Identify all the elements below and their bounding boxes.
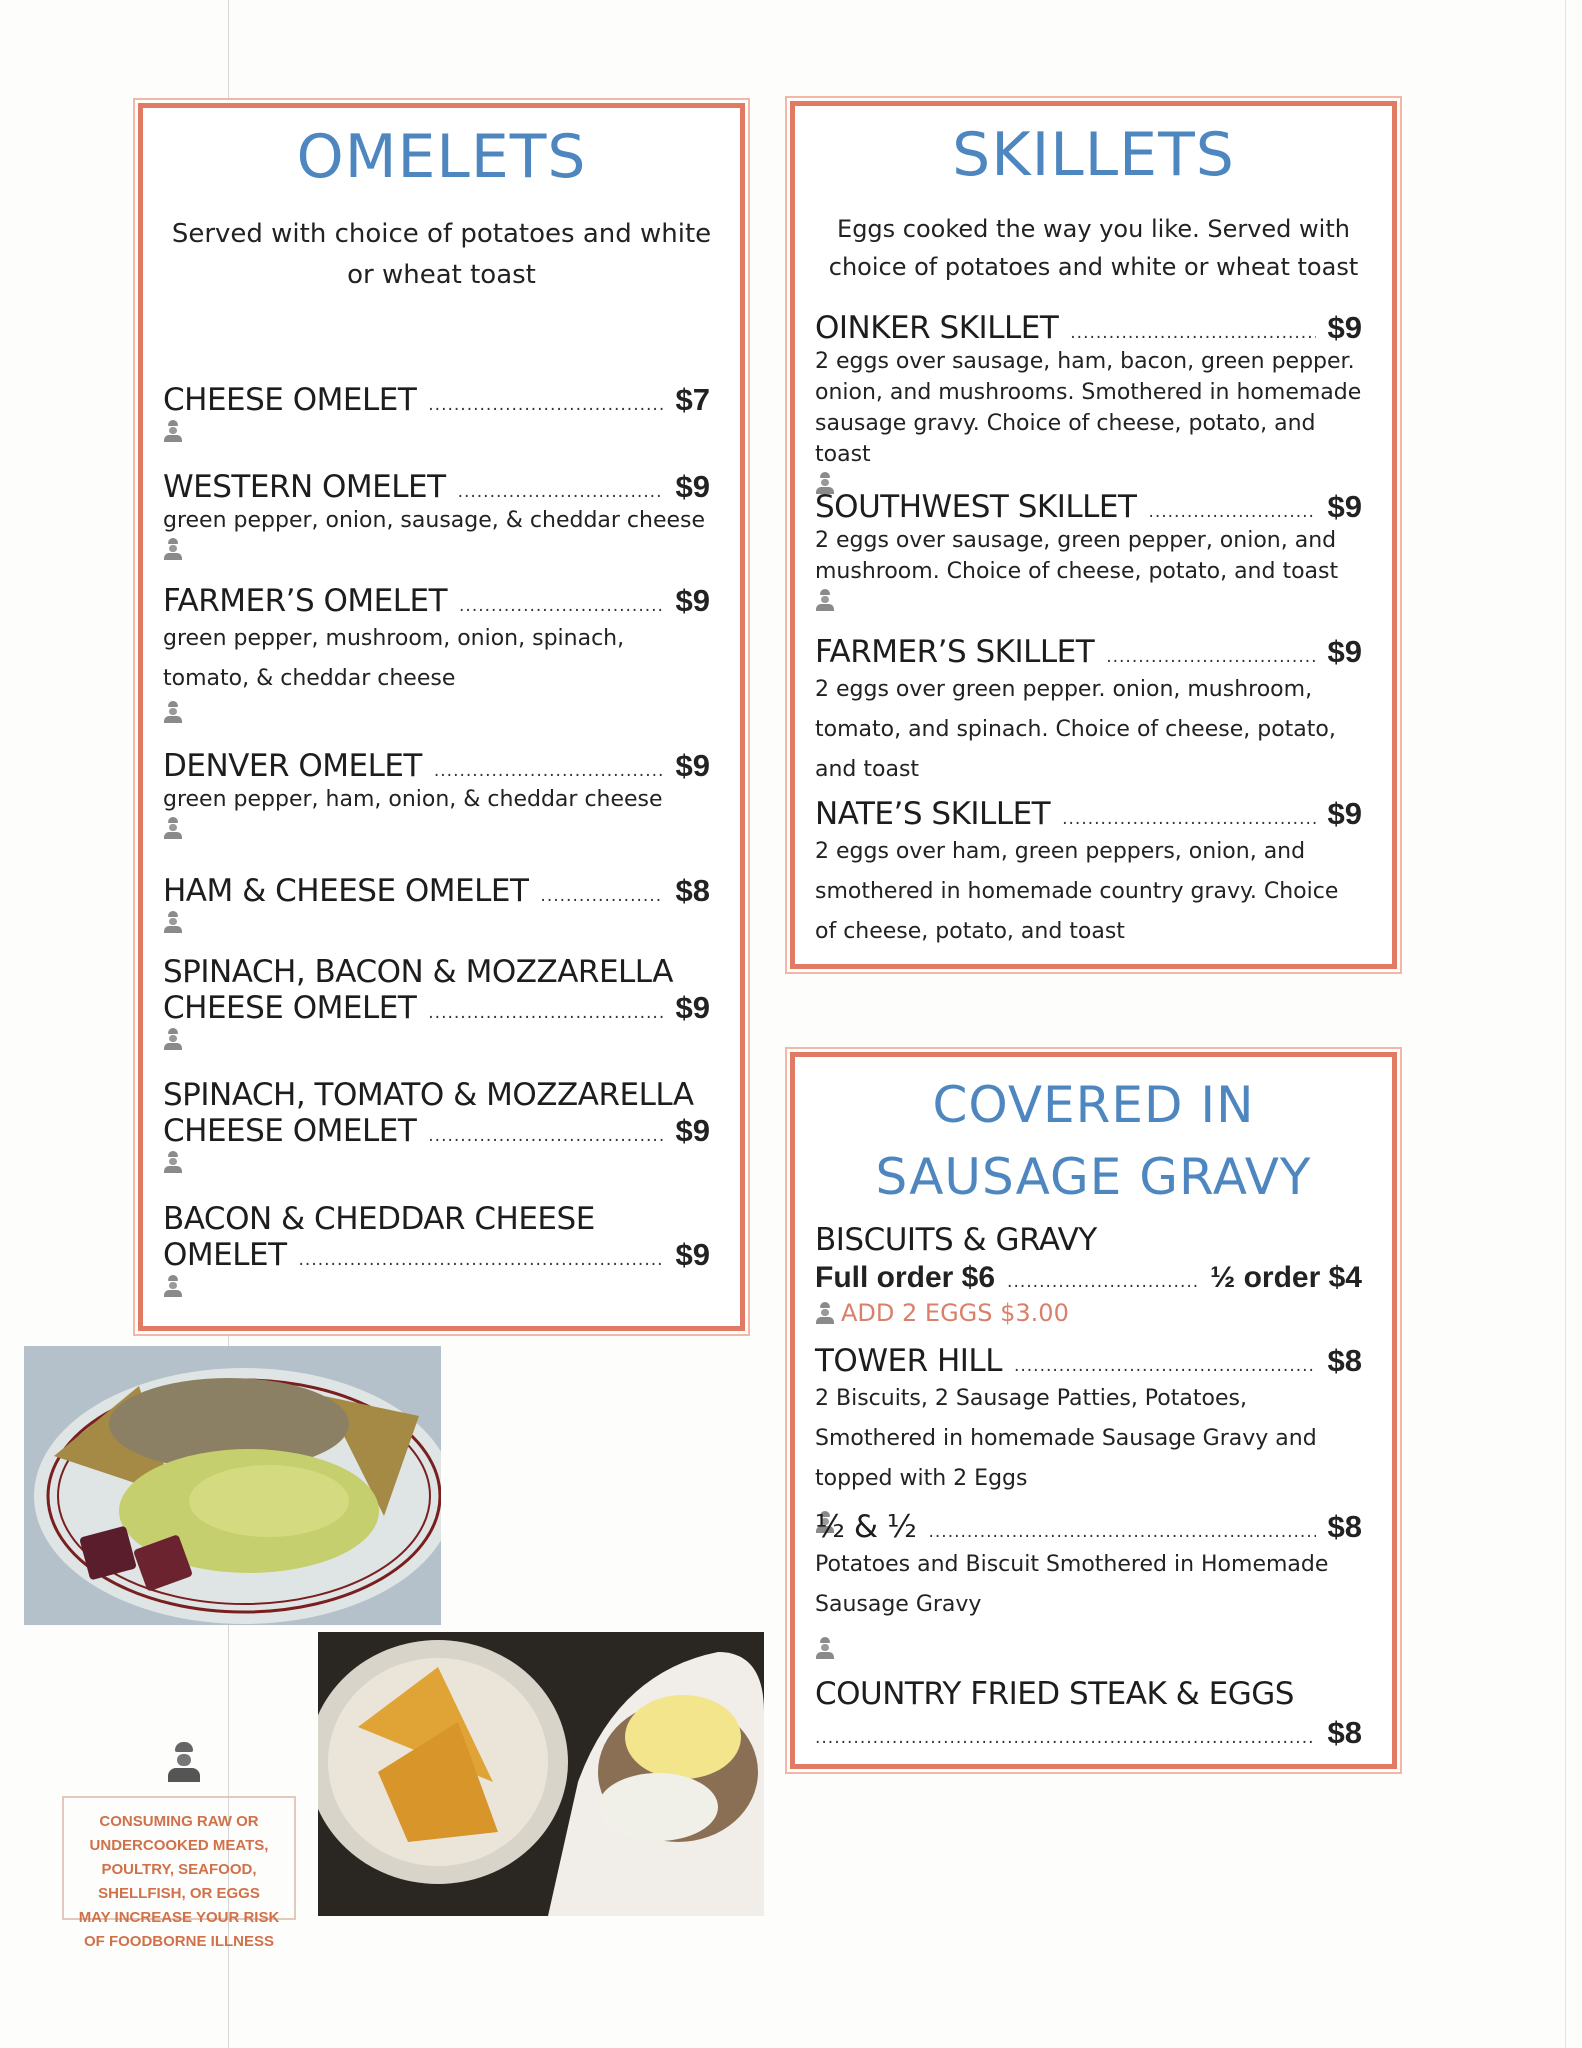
item-price: $9 bbox=[1327, 489, 1362, 524]
item-description: 2 eggs over sausage, green pepper, onion, and mushroom. Choice of cheese, potato, and toast bbox=[815, 528, 1339, 584]
chef-icon bbox=[163, 817, 183, 839]
item-description: 2 eggs over ham, green peppers, onion, and smothered in homemade country gravy. Choice of cheese, potato, and toast bbox=[815, 839, 1339, 944]
item-price: $9 bbox=[675, 469, 710, 504]
chef-icon bbox=[163, 420, 183, 442]
leader-dots bbox=[1007, 1272, 1198, 1292]
skillets-section bbox=[790, 101, 1397, 969]
skillet-toast-image bbox=[318, 1632, 764, 1916]
item-description: 2 Biscuits, 2 Sausage Patties, Potatoes, Smothered in homemade Sausage Gravy and topped with 2 Eggs bbox=[815, 1386, 1317, 1491]
skillet-toast-photo bbox=[318, 1632, 764, 1916]
item-price: $9 bbox=[1327, 634, 1362, 669]
item-price: $8 bbox=[675, 873, 710, 908]
item-name: FARMER’S SKILLET bbox=[815, 634, 1095, 670]
item-price: $9 bbox=[675, 583, 710, 618]
chef-icon bbox=[163, 911, 183, 933]
leader-dots bbox=[1014, 1356, 1316, 1376]
item-name: OINKER SKILLET bbox=[815, 310, 1059, 346]
menu-item-southwest-skillet bbox=[815, 489, 1362, 611]
item-description: green pepper, ham, onion, & cheddar cheese bbox=[163, 787, 663, 812]
menu-item-biscuits-gravy bbox=[815, 1219, 1362, 1327]
menu-item-cheese-omelet bbox=[163, 382, 710, 442]
item-description: 2 eggs over green pepper. onion, mushroom, tomato, and spinach. Choice of cheese, potato, and toast bbox=[815, 677, 1336, 782]
item-name-line1: SPINACH, BACON & MOZZARELLA bbox=[163, 954, 673, 990]
gravy-title: COVERED IN SAUSAGE GRAVY bbox=[875, 1076, 1312, 1206]
item-price: $7 bbox=[675, 382, 710, 417]
item-name: CHEESE OMELET bbox=[163, 990, 417, 1026]
menu-item-tower-hill bbox=[815, 1343, 1362, 1533]
omelet-plate-image bbox=[24, 1346, 441, 1625]
item-name: TOWER HILL bbox=[815, 1343, 1002, 1379]
chef-icon bbox=[815, 1302, 835, 1324]
leader-dots bbox=[540, 886, 663, 906]
item-name: HAM & CHEESE OMELET bbox=[163, 873, 529, 909]
item-name: DENVER OMELET bbox=[163, 748, 422, 784]
leader-dots bbox=[815, 1728, 1316, 1748]
chef-icon bbox=[163, 1275, 183, 1297]
omelets-section bbox=[138, 103, 745, 1331]
leader-dots bbox=[1062, 809, 1315, 829]
menu-item-nates-skillet bbox=[815, 796, 1362, 952]
item-name-line1: SPINACH, TOMATO & MOZZARELLA bbox=[163, 1077, 694, 1113]
leader-dots bbox=[928, 1522, 1315, 1542]
chef-icon bbox=[163, 1151, 183, 1173]
consumer-advisory-notice: CONSUMING RAW OR UNDERCOOKED MEATS, POULTRY, SEAFOOD, SHELLFISH, OR EGGS MAY INCREASE YOUR RISK OF FOODBORNE ILLNESS bbox=[62, 1796, 296, 1920]
chef-icon bbox=[163, 538, 183, 560]
menu-item-oinker-skillet bbox=[815, 310, 1362, 494]
item-price: $9 bbox=[675, 748, 710, 783]
menu-item-bacon-cheddar-omelet bbox=[163, 1201, 710, 1297]
item-price: $9 bbox=[675, 990, 710, 1025]
leader-dots bbox=[1106, 647, 1315, 667]
menu-item-ham-cheese-omelet bbox=[163, 873, 710, 933]
item-description: 2 eggs over sausage, ham, bacon, green pepper. onion, and mushrooms. Smothered in homemade sausage gravy. Choice of cheese, potato, and toast bbox=[815, 349, 1362, 467]
item-name-line1: BACON & CHEDDAR CHEESE bbox=[163, 1201, 595, 1237]
gravy-section bbox=[790, 1052, 1397, 1769]
item-description: green pepper, mushroom, onion, spinach, tomato, & cheddar cheese bbox=[163, 626, 625, 691]
leader-dots bbox=[428, 1003, 663, 1023]
half-order-price: ½ order $4 bbox=[1210, 1261, 1362, 1294]
menu-item-half-and-half bbox=[815, 1509, 1362, 1659]
full-order-price: Full order $6 bbox=[815, 1261, 996, 1294]
item-price: $9 bbox=[675, 1237, 710, 1272]
chef-icon bbox=[163, 701, 183, 723]
item-name: SOUTHWEST SKILLET bbox=[815, 489, 1137, 525]
item-name: CHEESE OMELET bbox=[163, 382, 417, 418]
item-price: $8 bbox=[1327, 1509, 1362, 1544]
omelet-plate-photo bbox=[24, 1346, 441, 1625]
item-name: NATE’S SKILLET bbox=[815, 796, 1051, 832]
menu-item-country-fried-steak bbox=[815, 1673, 1362, 1751]
item-price: $9 bbox=[1327, 310, 1362, 345]
leader-dots bbox=[459, 596, 663, 616]
leader-dots bbox=[1070, 323, 1315, 343]
item-description: green pepper, onion, sausage, & cheddar cheese bbox=[163, 508, 706, 533]
item-name: BISCUITS & GRAVY bbox=[815, 1222, 1097, 1258]
skillets-intro: Eggs cooked the way you like. Served with choice of potatoes and white or wheat toast bbox=[828, 215, 1359, 281]
leader-dots bbox=[458, 482, 664, 502]
skillets-title: SKILLETS bbox=[952, 120, 1235, 190]
menu-item-spinach-bacon-mozzarella bbox=[163, 954, 710, 1050]
menu-item-denver-omelet bbox=[163, 748, 710, 839]
add-eggs-addon: ADD 2 EGGS $3.00 bbox=[841, 1299, 1069, 1327]
menu-item-farmers-omelet bbox=[163, 583, 710, 723]
item-name: CHEESE OMELET bbox=[163, 1113, 417, 1149]
item-price: $8 bbox=[1327, 1343, 1362, 1378]
menu-item-farmers-skillet bbox=[815, 634, 1362, 790]
item-description: Potatoes and Biscuit Smothered in Homemade Sausage Gravy bbox=[815, 1552, 1329, 1617]
item-price: $8 bbox=[1327, 1715, 1362, 1750]
item-name: ½ & ½ bbox=[815, 1509, 917, 1545]
item-name: WESTERN OMELET bbox=[163, 469, 446, 505]
item-price: $9 bbox=[1327, 796, 1362, 831]
leader-dots bbox=[299, 1250, 664, 1270]
leader-dots bbox=[434, 761, 664, 781]
menu-item-western-omelet bbox=[163, 469, 710, 560]
leader-dots bbox=[428, 395, 663, 415]
item-price: $9 bbox=[675, 1113, 710, 1148]
chef-icon bbox=[815, 589, 835, 611]
omelets-title: OMELETS bbox=[296, 122, 587, 192]
chef-icon bbox=[166, 1742, 202, 1782]
chef-icon bbox=[815, 1637, 835, 1659]
leader-dots bbox=[428, 1126, 663, 1146]
omelets-intro: Served with choice of potatoes and white or wheat toast bbox=[171, 219, 712, 290]
item-name: FARMER’S OMELET bbox=[163, 583, 448, 619]
leader-dots bbox=[1148, 502, 1315, 522]
item-name: COUNTRY FRIED STEAK & EGGS bbox=[815, 1676, 1294, 1712]
scan-edge-line bbox=[1565, 0, 1566, 2048]
menu-item-spinach-tomato-mozzarella bbox=[163, 1077, 710, 1173]
item-name: OMELET bbox=[163, 1237, 287, 1273]
chef-icon bbox=[163, 1028, 183, 1050]
